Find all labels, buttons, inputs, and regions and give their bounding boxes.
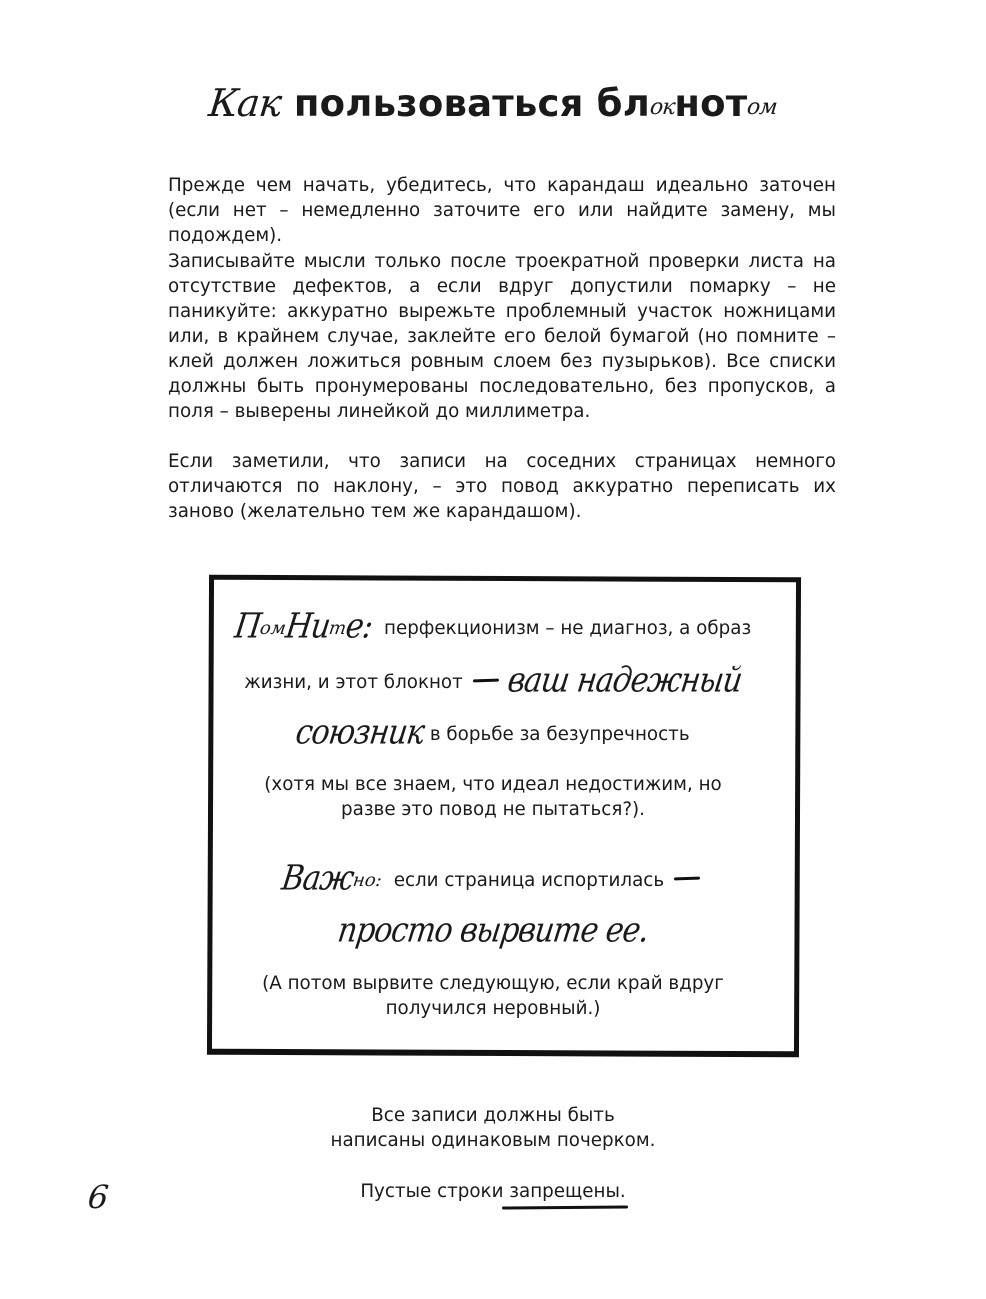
important-handwritten: Важ — [279, 858, 356, 899]
box-line-1-text: перфекционизм – не диагноз, а образ — [384, 618, 752, 639]
footer-line-3: Пустые строки запрещены. — [360, 1181, 626, 1202]
box-line-7 — [0, 910, 986, 951]
box-line-9: получился неровный.) — [385, 998, 601, 1019]
remember-handwritten-3: е: — [343, 606, 376, 647]
footer-line-2: написаны одинаковым почерком. — [330, 1130, 656, 1151]
box-line-3-text: в борьбе за безупречность — [429, 724, 690, 745]
box-line-6-text: если страница испортилась — [393, 870, 665, 891]
title-main-part: пользоваться бл — [293, 82, 651, 125]
footer-line-1: Все записи должны быть — [371, 1105, 615, 1126]
hand-dash-2 — [674, 877, 700, 881]
box-line-remember — [0, 606, 986, 647]
title-handwritten-mid: ок — [648, 95, 676, 120]
title-handwritten-part: Как — [206, 81, 284, 125]
page-number: 6 — [86, 1178, 111, 1216]
title-main-part-2: нот — [674, 82, 748, 125]
remember-handwritten-2: Ни — [282, 606, 333, 647]
title-handwritten-end: ом — [746, 95, 779, 120]
box-line-3-handwritten: союзник — [293, 712, 427, 753]
box-line-4: (хотя мы все знаем, что идеал недостижим, но — [264, 774, 722, 795]
box-line-2 — [0, 660, 986, 701]
box-line-5: разве это повод не пытаться?). — [341, 799, 645, 820]
page-title — [0, 78, 986, 133]
paragraph-slant: Если заметили, что записи на соседних страницах немного отличаются по наклону, – это повод аккуратно переписать их заново (желательно тем же карандашом). — [168, 451, 836, 522]
box-line-2-handwritten: ваш надежный — [505, 660, 745, 701]
box-line-3 — [0, 712, 986, 753]
box-line-8: (А потом вырвите следующую, если край вдруг — [262, 973, 724, 994]
paragraph-instructions: Записывайте мысли только после троекратной проверки листа на отсутствие дефектов, а если вдруг допустили помарку – не паникуйте: аккуратно вырежьте проблемный участок ножницами или, в крайнем случае, заклейте его белой бумагой (но помните – клей должен ложиться ровным слоем без пузырьков). Все списки должны быть пронумерованы последовательно, без пропусков, а поля – выверены линейкой до миллиметра. — [168, 251, 836, 422]
box-line-2-text: жизни, и этот блокнот — [244, 672, 463, 693]
hand-dash-1 — [473, 679, 499, 683]
important-small: но: — [351, 870, 384, 891]
remember-handwritten-1: П — [231, 606, 263, 647]
paragraph-intro: Прежде чем начать, убедитесь, что карандаш идеально заточен (если нет – немедленно заточите его или найдите замену, мы подождем). — [168, 175, 836, 246]
hand-underline — [502, 1205, 628, 1209]
remember-small-2: т — [327, 618, 348, 639]
box-line-important — [0, 858, 986, 899]
box-line-7-handwritten: просто вырвите ее. — [335, 910, 651, 951]
remember-small-1: ом — [258, 618, 288, 639]
